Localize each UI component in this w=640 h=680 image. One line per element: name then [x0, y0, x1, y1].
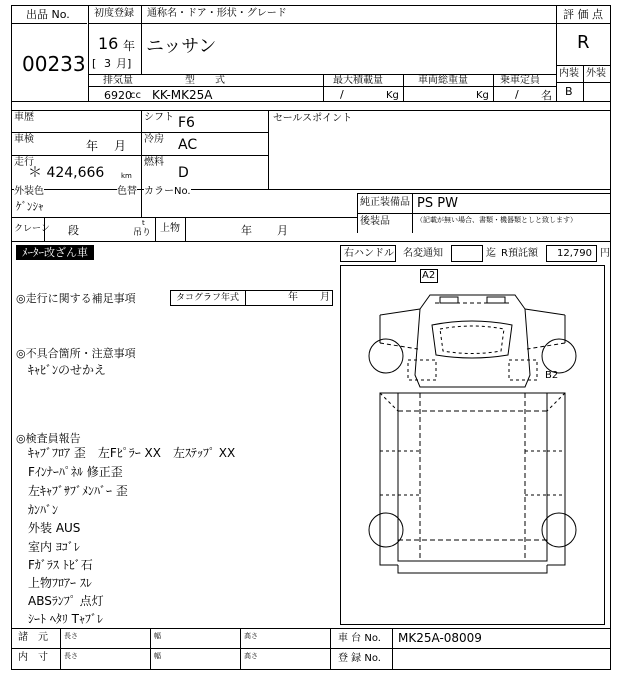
capacity-slash: /	[515, 88, 519, 101]
inspector-line: 上物ﾌﾛｱｰ ｽﾚ	[28, 576, 92, 590]
model-label: 型 式	[185, 75, 225, 86]
interior-grade: B	[565, 85, 573, 98]
fuel-value: D	[178, 165, 189, 181]
height-label: 高さ	[244, 632, 258, 640]
driving-notes-title: ◎走行に関する補足事項	[16, 292, 136, 305]
height-label: 高さ	[244, 652, 258, 660]
divider	[88, 86, 556, 87]
specs-label: 諸 元	[18, 632, 48, 643]
divider	[141, 5, 142, 74]
inspector-line: Fｶﾞﾗｽ ﾄﾋﾞ石	[28, 558, 93, 572]
inspection-label: 車検	[14, 134, 34, 145]
divider	[11, 217, 357, 218]
reg-year: 16	[98, 34, 119, 53]
crane-t-unit: t	[142, 219, 145, 227]
divider	[392, 628, 393, 670]
divider	[88, 23, 556, 24]
divider	[11, 101, 611, 102]
shift-value: F6	[178, 115, 195, 131]
recycle-amount: 12,790	[557, 248, 592, 259]
divider	[88, 74, 556, 75]
upper-year-unit: 年	[241, 224, 252, 237]
divider	[11, 189, 611, 190]
length-label: 長さ	[64, 632, 78, 640]
tacho-year-unit: 年	[288, 292, 298, 303]
divider	[268, 110, 269, 189]
divider	[11, 241, 611, 242]
inspector-line: ｼｰﾄ ﾍﾀﾘ Tｬﾌﾞﾚ	[28, 612, 103, 626]
shift-label: シフト	[144, 112, 174, 123]
crane-stage-unit: 段	[68, 224, 79, 237]
cc-unit: cc	[130, 90, 141, 101]
load-kg: Kg	[386, 90, 399, 101]
lot-number: 00233	[22, 52, 86, 76]
inspector-line: ｶﾝﾊﾞﾝ	[28, 503, 59, 517]
divider	[60, 628, 61, 670]
divider	[240, 628, 241, 670]
until-label: 迄	[486, 248, 496, 259]
capacity-label: 乗車定員	[500, 75, 540, 86]
color-change-label: 色替	[117, 186, 137, 197]
divider	[323, 74, 324, 101]
divider	[141, 110, 142, 217]
length-label: 長さ	[64, 652, 78, 660]
mileage-unit: km	[121, 172, 132, 180]
divider	[330, 628, 331, 670]
divider	[583, 65, 584, 101]
divider	[11, 648, 611, 649]
ext-color-label: 外装色	[14, 186, 44, 197]
divider	[11, 155, 268, 156]
exterior-label: 外装	[586, 68, 606, 79]
recycle-label: R預託額	[501, 248, 538, 259]
tachograph-label: タコグラフ年式	[176, 293, 240, 303]
defects-title: ◎不具合箇所・注意事項	[16, 347, 136, 360]
cooler-value: AC	[178, 137, 198, 153]
chassis-number: MK25A-08009	[398, 631, 482, 645]
inspection-year-unit: 年	[86, 139, 99, 153]
divider	[493, 74, 494, 101]
grade-label: 評 価 点	[563, 8, 603, 21]
divider	[11, 110, 611, 111]
divider	[556, 23, 611, 24]
divider	[11, 628, 611, 629]
fuel-label: 燃料	[144, 157, 164, 168]
tacho-month-unit: 月	[320, 292, 330, 303]
upper-label: 上物	[160, 223, 180, 234]
equipment-value: PS PW	[417, 196, 458, 211]
accessories-label: 後装品	[360, 216, 390, 227]
divider	[357, 213, 611, 214]
max-load-label: 最大積載量	[333, 75, 383, 86]
chassis-label: 車 台 No.	[338, 633, 381, 644]
meter-tampered-badge: ﾒｰﾀｰ改ざん車	[16, 245, 94, 260]
capacity-unit: 名	[541, 89, 552, 102]
accessories-note: （記載が無い場合、書類・機器類としと致します）	[416, 216, 577, 224]
reg-month-unit: 月]	[116, 57, 132, 70]
upper-month-unit: 月	[277, 224, 288, 237]
inspector-title: ◎検査員報告	[16, 432, 81, 445]
displacement-label: 排気量	[103, 75, 133, 86]
divider	[155, 217, 156, 241]
mileage-value: ＊ 424,666	[28, 165, 105, 181]
truck-diagram	[340, 265, 605, 625]
width-label: 幅	[154, 632, 161, 640]
crane-lift-unit: 吊り	[133, 228, 152, 238]
crane-label: クレーン	[14, 224, 50, 234]
ext-color-value: ｹﾞﾝｼｬ	[16, 200, 44, 213]
inspection-month-unit: 月	[114, 139, 127, 153]
gross-weight-label: 車両総重量	[418, 75, 468, 86]
model-value: KK-MK25A	[152, 88, 213, 102]
divider	[11, 23, 87, 24]
divider	[556, 82, 611, 83]
divider	[11, 132, 268, 133]
right-hand-label: 右ハンドル	[344, 248, 394, 259]
cooler-label: 冷房	[144, 134, 164, 145]
interior-label: 内装	[559, 68, 579, 79]
displacement-value: 6920	[104, 89, 132, 102]
weight-kg: Kg	[476, 90, 489, 101]
name-label: 通称名・ドア・形状・グレード	[147, 8, 287, 19]
inspector-line: 室内 ﾖｺﾞﾚ	[28, 540, 80, 554]
divider	[245, 290, 246, 306]
history-label: 車歴	[14, 112, 34, 123]
divider	[403, 74, 404, 101]
divider	[357, 193, 611, 194]
car-name: ニッサン	[146, 36, 217, 57]
divider	[150, 628, 151, 670]
inspector-line: 左ｷｬﾌﾞｻﾌﾞﾒﾝﾊﾞｰ 歪	[28, 484, 128, 498]
reg-month: 3	[104, 57, 111, 70]
inspector-line: Fｲﾝﾅｰﾊﾟﾈﾙ 修正歪	[28, 465, 123, 479]
lot-label: 出品 No.	[26, 8, 70, 21]
inspector-line: ｷｬﾌﾞﾌﾛｱ 歪 左Fﾋﾟﾗｰ XX 左ｽﾃｯﾌﾟ XX	[28, 446, 236, 460]
registration-label: 登 録 No.	[338, 653, 381, 664]
divider	[185, 217, 186, 241]
yen-unit: 円	[600, 248, 610, 259]
divider	[556, 5, 557, 101]
sales-point-label: セールスポイント	[273, 113, 353, 124]
name-change-box	[451, 245, 483, 262]
load-slash: /	[340, 88, 344, 101]
inspector-line: 外装 AUS	[28, 521, 81, 535]
mileage-label: 走行	[14, 157, 34, 168]
defect-line: ｷｬﾋﾞﾝのせかえ	[28, 363, 107, 377]
width-label: 幅	[154, 652, 161, 660]
interior-dims-label: 内 寸	[18, 652, 48, 663]
equipment-label: 純正装備品	[360, 197, 410, 208]
reg-month-open: [	[92, 57, 97, 70]
damage-mark-b2: B2	[545, 370, 559, 381]
name-change-label: 名変通知	[403, 248, 443, 259]
inspector-line: ABSﾗﾝﾌﾟ 点灯	[28, 594, 104, 608]
reg-year-unit: 年	[123, 39, 136, 53]
first-reg-label: 初度登録	[94, 8, 134, 19]
damage-mark-a2-label: A2	[422, 270, 436, 281]
overall-grade: R	[577, 32, 590, 53]
color-no-label: カラーNo.	[144, 186, 191, 197]
